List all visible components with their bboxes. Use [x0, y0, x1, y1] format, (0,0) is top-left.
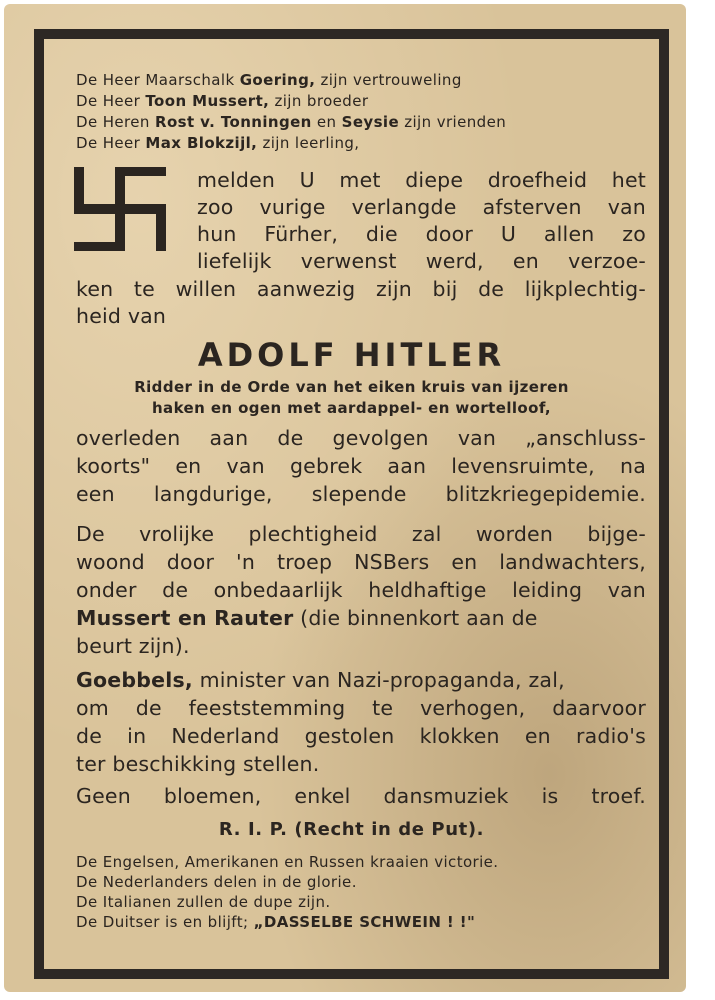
goebbels-line-4: ter beschikking stellen.: [76, 752, 320, 776]
goebbels-line-2: om de feeststemming te verhogen, daarvoor: [76, 696, 646, 720]
header-line-1-pre: De Heer Maarschalk: [76, 71, 240, 89]
cause-line-2: koorts" en van gebrek aan levensruimte, na: [76, 454, 646, 478]
footer-line-4: [76, 912, 475, 932]
ceremony-line-2: woond door 'n troep NSBers en landwachters,: [76, 550, 646, 574]
footer-line-1: De Engelsen, Amerikanen en Russen kraaien victorie.: [76, 853, 499, 871]
goebbels-line-1: [76, 667, 646, 693]
header-line-1-name: Goering,: [239, 71, 316, 89]
ceremony-line-5: beurt zijn).: [76, 634, 190, 658]
cause-line-3: een langdurige, slepende blitzkriegepidemie.: [76, 482, 646, 506]
cause-line-1: overleden aan de gevolgen van „anschluss-: [76, 426, 646, 450]
announcement-line-5: ken te willen aanwezig zijn bij de lijkplechtig-: [76, 277, 646, 301]
deceased-name: ADOLF HITLER: [197, 336, 506, 374]
header-line-3-name1: Rost v. Tonningen: [155, 113, 312, 131]
ceremony-line-4: [76, 605, 646, 631]
goebbels-line-1-rest: minister van Nazi-propaganda, zal,: [192, 668, 565, 692]
deceased-title-line-2: haken en ogen met aardappel- en wortelloof,: [151, 399, 552, 417]
header-line-2: [76, 91, 368, 111]
footer-line-3: De Italianen zullen de dupe zijn.: [76, 893, 331, 911]
goebbels-line-3: de in Nederland gestolen klokken en radio's: [76, 724, 646, 748]
header-line-3-mid: en: [311, 113, 342, 131]
announcement-line-6: heid van: [76, 304, 167, 328]
mourning-card: [4, 4, 686, 992]
header-line-4-pre: De Heer: [76, 134, 146, 152]
ceremony-line-3: onder de onbedaarlijk heldhaftige leiding van: [76, 578, 646, 602]
announcement-line-3: hun Fürher, die door U allen zo: [197, 222, 646, 246]
header-line-2-name: Toon Mussert,: [145, 92, 270, 110]
footer-line-4-bold: „DASSELBE SCHWEIN ! !": [253, 913, 476, 931]
header-line-3-post: zijn vrienden: [399, 113, 507, 131]
header-line-3-name2: Seysie: [341, 113, 400, 131]
goebbels-name: Goebbels,: [76, 668, 193, 692]
footer-line-4-pre: De Duitser is en blijft;: [76, 913, 254, 931]
footer-line-2: De Nederlanders delen in de glorie.: [76, 873, 357, 891]
header-line-3: [76, 112, 506, 132]
header-line-4-name: Max Blokzijl,: [145, 134, 258, 152]
header-line-1-post: zijn vertrouweling: [315, 71, 462, 89]
ceremony-line-4-rest: (die binnenkort aan de: [293, 606, 538, 630]
ceremony-line-1: De vrolijke plechtigheid zal worden bijge-: [76, 522, 646, 546]
announcement-line-1: melden U met diepe droefheid het: [197, 168, 646, 192]
flowers-line: Geen bloemen, enkel dansmuziek is troef.: [76, 784, 646, 808]
rip-line: R. I. P. (Recht in de Put).: [218, 819, 485, 840]
header-line-2-post: zijn broeder: [269, 92, 369, 110]
swastika-icon: [74, 167, 166, 251]
ceremony-line-4-bold: Mussert en Rauter: [76, 606, 294, 630]
header-line-4: [76, 133, 359, 153]
announcement-line-4: liefelijk verwenst werd, en verzoe-: [197, 249, 646, 273]
header-line-2-pre: De Heer: [76, 92, 146, 110]
announcement-line-2: zoo vurige verlangde afsterven van: [197, 195, 646, 219]
deceased-title-line-1: Ridder in de Orde van het eiken kruis van ijzeren: [134, 378, 569, 396]
header-line-3-pre: De Heren: [76, 113, 155, 131]
header-line-1: [76, 70, 462, 90]
header-line-4-post: zijn leerling,: [257, 134, 360, 152]
